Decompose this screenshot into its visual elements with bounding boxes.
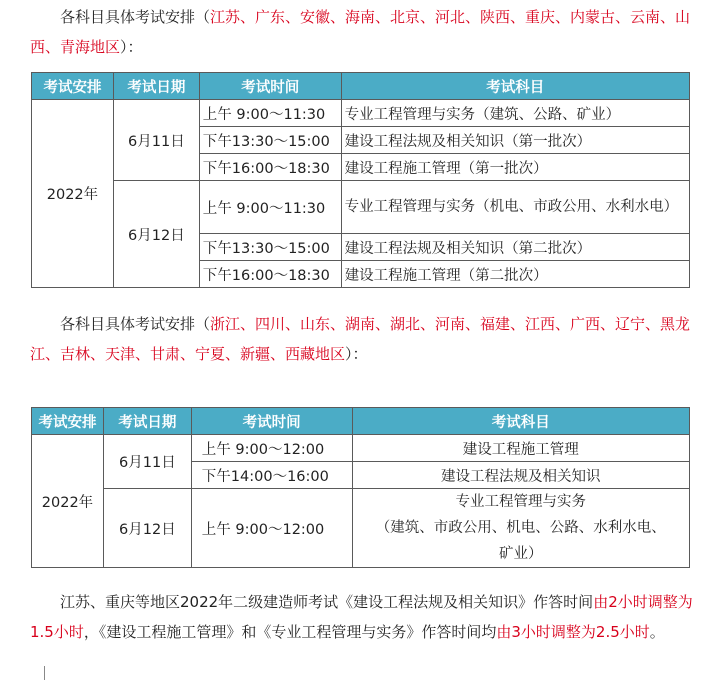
- intro-suffix: ）：: [120, 38, 143, 56]
- subject-cell: 专业工程管理与实务（机电、市政公用、水利水电）: [341, 181, 689, 234]
- time-cell: 下午13:30～15:00: [199, 127, 341, 154]
- subject-cell: 建设工程施工管理（第一批次）: [341, 154, 689, 181]
- date-cell: 6月12日: [113, 181, 199, 288]
- table-header-row: [32, 73, 690, 100]
- note-text: 。: [649, 623, 665, 641]
- subject-cell: 建设工程施工管理（第二批次）: [341, 261, 689, 288]
- table-row: [32, 435, 690, 462]
- header-time: 考试时间: [191, 408, 352, 435]
- header-arrangement: 考试安排: [32, 408, 104, 435]
- header-date: 考试日期: [113, 73, 199, 100]
- subject-cell: [352, 489, 689, 568]
- subject-cell: 专业工程管理与实务（建筑、公路、矿业）: [341, 100, 689, 127]
- year-cell: 2022年: [32, 100, 114, 288]
- table-header-row: [32, 408, 690, 435]
- note-highlight: 由3小时调整为2.5小时: [496, 623, 650, 641]
- table-row: [32, 100, 690, 127]
- note-text: 江苏、重庆等地区2022年二级建造师考试《建设工程法规及相关知识》作答时间: [60, 593, 594, 611]
- header-arrangement: 考试安排: [32, 73, 114, 100]
- header-date: 考试日期: [103, 408, 191, 435]
- intro-suffix: ）：: [345, 345, 368, 363]
- year-cell: 2022年: [32, 435, 104, 568]
- time-cell: 上午 9:00～11:30: [199, 100, 341, 127]
- text-cursor: [44, 666, 45, 680]
- time-cell: 下午16:00～18:30: [199, 261, 341, 288]
- header-time: 考试时间: [199, 73, 341, 100]
- time-cell: 上午 9:00～11:30: [199, 181, 341, 234]
- table-row: [32, 181, 690, 234]
- time-cell: 下午14:00～16:00: [191, 462, 352, 489]
- region-list: 江苏、广东、安徽、海南、北京、河北、陕西、重庆、内蒙古、云南、山西、青海地区: [30, 8, 691, 56]
- time-cell: 上午 9:00～12:00: [191, 489, 352, 568]
- note-highlight: 由2小时调整为1.5小时: [30, 593, 693, 641]
- date-cell: 6月11日: [113, 100, 199, 181]
- time-cell: 上午 9:00～12:00: [191, 435, 352, 462]
- table-row: [32, 489, 690, 568]
- subject-cell: 建设工程法规及相关知识: [352, 462, 689, 489]
- header-subject: 考试科目: [341, 73, 689, 100]
- time-cell: 下午16:00～18:30: [199, 154, 341, 181]
- header-subject: 考试科目: [352, 408, 689, 435]
- section2-intro: [30, 309, 700, 369]
- exam-schedule-table-1: [31, 72, 690, 288]
- intro-text: 各科目具体考试安排（: [60, 315, 211, 333]
- intro-text: 各科目具体考试安排（: [60, 8, 211, 26]
- note-text: ，《建设工程施工管理》和《专业工程管理与实务》作答时间均: [83, 623, 497, 641]
- date-cell: 6月11日: [103, 435, 191, 489]
- subject-cell: 建设工程施工管理: [352, 435, 689, 462]
- subject-cell: 建设工程法规及相关知识（第二批次）: [341, 234, 689, 261]
- time-cell: 下午13:30～15:00: [199, 234, 341, 261]
- exam-schedule-table-2: [31, 407, 690, 568]
- subject-line-2: （建筑、市政公用、机电、公路、水利水电、矿业）: [375, 520, 666, 562]
- adjustment-note: [30, 587, 700, 647]
- subject-cell: 建设工程法规及相关知识（第一批次）: [341, 127, 689, 154]
- region-list: 浙江、四川、山东、湖南、湖北、河南、福建、江西、广西、辽宁、黑龙江、吉林、天津、甘肃、宁夏、新疆、西藏地区: [30, 315, 691, 363]
- section1-intro: [30, 2, 700, 62]
- date-cell: 6月12日: [103, 489, 191, 568]
- subject-line-1: 专业工程管理与实务: [455, 494, 587, 510]
